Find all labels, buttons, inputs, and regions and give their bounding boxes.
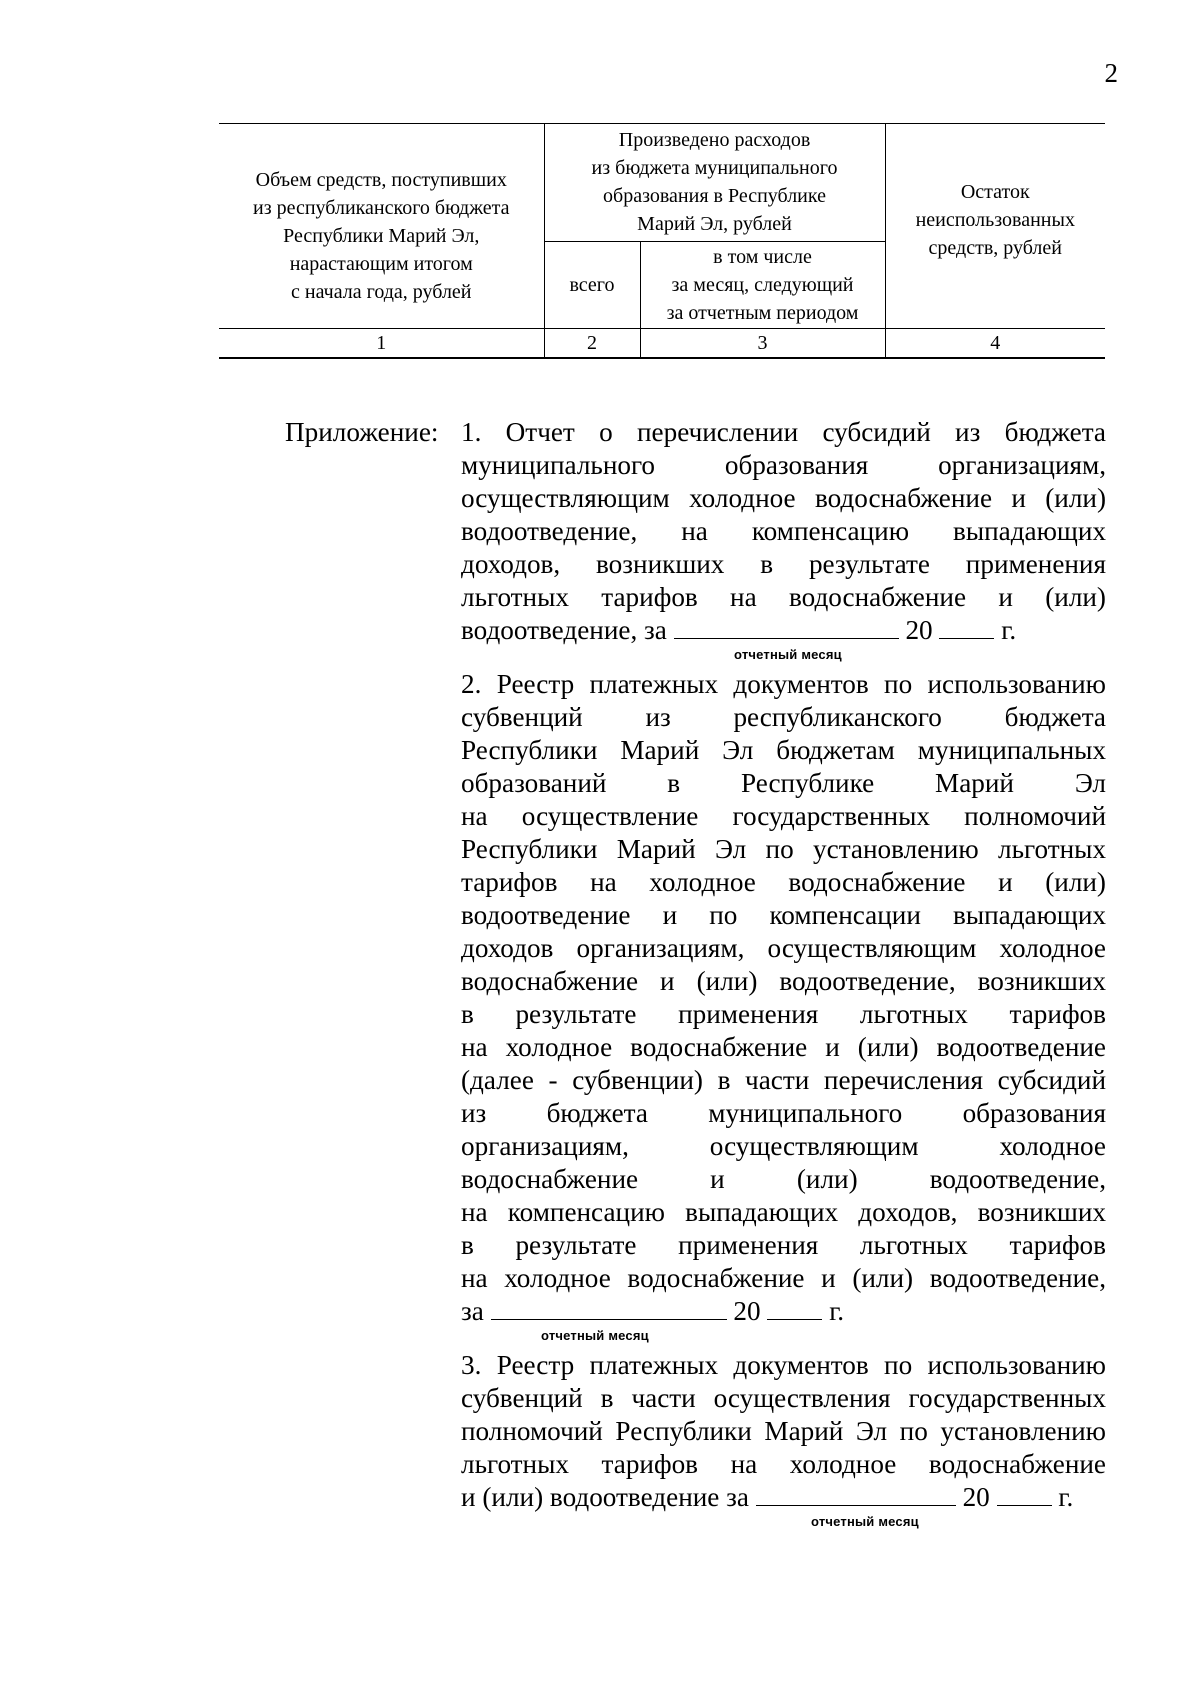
- item-line: на холодное водоснабжение и (или) водоотведение: [461, 1032, 1106, 1062]
- header-remainder: Остаток неиспользованных средств, рублей: [885, 124, 1105, 329]
- report-table: [219, 123, 1105, 359]
- column-numbers-row: [219, 329, 1105, 359]
- header-volume-received: Объем средств, поступивших из республиканского бюджета Республики Марий Эл, нарастающим итогом с начала года, рублей: [219, 124, 544, 329]
- item-line: полномочий Республики Марий Эл по установлению: [461, 1416, 1106, 1446]
- item-line: доходов организациям, осуществляющим холодное: [461, 933, 1106, 963]
- item-line: на компенсацию выпадающих доходов, возникших: [461, 1197, 1106, 1227]
- item-line: 3. Реестр платежных документов по использованию: [461, 1350, 1106, 1380]
- item-line: льготных тарифов на холодное водоснабжение: [461, 1449, 1106, 1479]
- appendix-label: Приложение:: [285, 417, 439, 447]
- month-blank: [674, 614, 899, 639]
- item-line: Республики Марий Эл по установлению льготных: [461, 834, 1106, 864]
- item-line: осуществляющим холодное водоснабжение и (или): [461, 483, 1106, 513]
- item-line: (далее - субвенции) в части перечисления субсидий: [461, 1065, 1106, 1095]
- month-caption: отчетный месяц: [811, 1514, 919, 1529]
- month-caption: отчетный месяц: [541, 1328, 649, 1343]
- column-number: 2: [544, 329, 640, 359]
- month-blank: [756, 1481, 956, 1506]
- item-line: водоснабжение и (или) водоотведение,: [461, 1164, 1106, 1194]
- item-last-line: водоотведение, за 20 г.: [461, 615, 1017, 645]
- item-line: водоотведение и по компенсации выпадающих: [461, 900, 1106, 930]
- appendix-item-1: [461, 416, 1106, 662]
- column-number: 4: [885, 329, 1105, 359]
- item-line: в результате применения льготных тарифов: [461, 1230, 1106, 1260]
- item-line: организациям, осуществляющим холодное: [461, 1131, 1106, 1161]
- item-line: водоотведение, на компенсацию выпадающих: [461, 516, 1106, 546]
- year-blank: [939, 614, 994, 639]
- item-line: в результате применения льготных тарифов: [461, 999, 1106, 1029]
- item-line: водоснабжение и (или) водоотведение, возникших: [461, 966, 1106, 996]
- item-line: образований в Республике Марий Эл: [461, 768, 1106, 798]
- item-line: Республики Марий Эл бюджетам муниципальных: [461, 735, 1106, 765]
- item-line: муниципального образования организациям,: [461, 450, 1106, 480]
- page-number: 2: [1104, 58, 1118, 88]
- appendix-item-2: [461, 668, 1106, 1343]
- month-caption: отчетный месяц: [734, 647, 842, 662]
- appendix-item-3: [461, 1349, 1106, 1529]
- header-total: всего: [544, 242, 640, 329]
- item-line: тарифов на холодное водоснабжение и (или): [461, 867, 1106, 897]
- item-line: на осуществление государственных полномочий: [461, 801, 1106, 831]
- item-line: льготных тарифов на водоснабжение и (или): [461, 582, 1106, 612]
- item-line: 1. Отчет о перечислении субсидий из бюджета: [461, 417, 1106, 447]
- year-blank: [767, 1295, 822, 1320]
- column-number: 1: [219, 329, 544, 359]
- header-expenses-group: Произведено расходов из бюджета муниципального образования в Республике Марий Эл, рублей: [544, 124, 885, 242]
- month-blank: [491, 1295, 727, 1320]
- item-line: субвенций в части осуществления государственных: [461, 1383, 1106, 1413]
- header-next-month: в том числе за месяц, следующий за отчетным периодом: [640, 242, 885, 329]
- column-number: 3: [640, 329, 885, 359]
- item-line: из бюджета муниципального образования: [461, 1098, 1106, 1128]
- item-last-line: за 20 г.: [461, 1296, 845, 1326]
- item-line: доходов, возникших в результате применения: [461, 549, 1106, 579]
- item-line: субвенций из республиканского бюджета: [461, 702, 1106, 732]
- item-line: 2. Реестр платежных документов по использованию: [461, 669, 1106, 699]
- item-line: на холодное водоснабжение и (или) водоотведение,: [461, 1263, 1106, 1293]
- item-last-line: и (или) водоотведение за 20 г.: [461, 1482, 1074, 1512]
- year-blank: [997, 1481, 1052, 1506]
